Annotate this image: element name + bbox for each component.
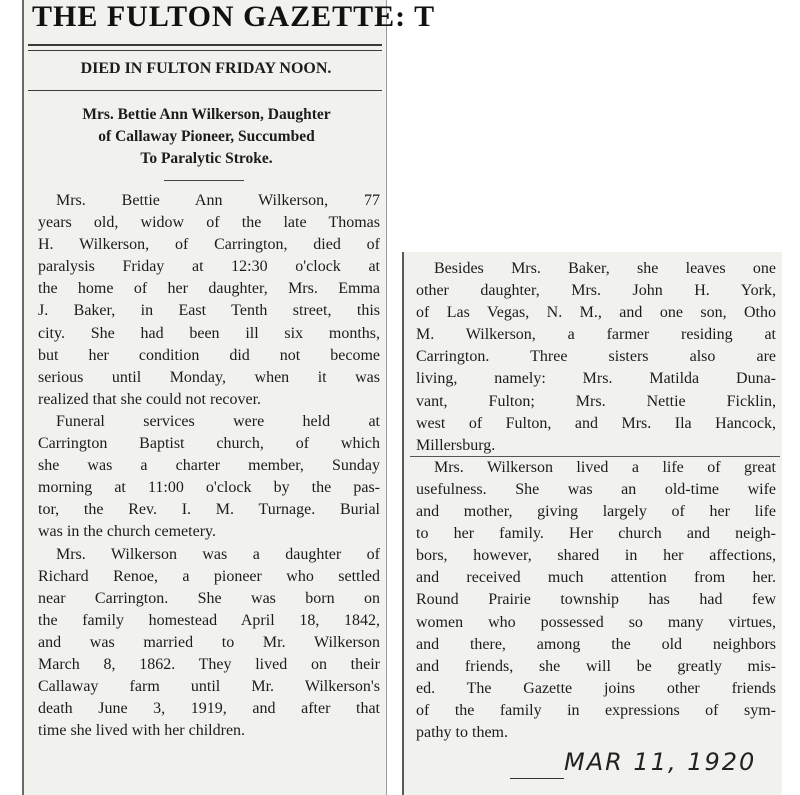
text-line: J. Baker, in East Tenth street, this: [38, 302, 380, 320]
text-line: Richard Renoe, a pioneer who settled: [38, 567, 380, 585]
text-line: M. Wilkerson, a farmer residing at: [416, 326, 776, 344]
text-line: ed. The Gazette joins other friends: [416, 679, 776, 697]
subhead-rule: [164, 180, 244, 181]
text-line: to her family. Her church and neigh-: [416, 525, 776, 543]
text-line: paralysis Friday at 12:30 o'clock at: [38, 258, 380, 276]
paragraph-divider: [410, 456, 780, 457]
text-line: Carrington. Three sisters also are: [416, 348, 776, 366]
text-line: of the family in expressions of sym-: [416, 701, 776, 719]
text-line: Millersburg.: [416, 436, 496, 454]
text-line: Mrs. Wilkerson was a daughter of: [56, 545, 380, 563]
text-line: and received much attention from her.: [416, 569, 776, 587]
text-line: but her condition did not become: [38, 346, 380, 364]
subhead-line: To Paralytic Stroke.: [140, 150, 273, 167]
text-line: Carrington Baptist church, of which: [38, 435, 380, 453]
text-line: city. She had been ill six months,: [38, 324, 380, 342]
text-line: March 8, 1862. They lived on their: [38, 655, 380, 673]
masthead-rule: [28, 44, 382, 46]
text-line: near Carrington. She was born on: [38, 589, 380, 607]
text-line: tor, the Rev. I. M. Turnage. Burial: [38, 501, 380, 519]
clipping-left-column: [22, 0, 436, 795]
text-line: Mrs. Wilkerson lived a life of great: [434, 458, 776, 476]
text-line: the family homestead April 18, 1842,: [38, 611, 380, 629]
date-underline: [510, 778, 564, 779]
text-line: the home of her daughter, Mrs. Emma: [38, 280, 380, 298]
text-line: realized that she could not recover.: [38, 390, 262, 408]
obituary-headline: DIED IN FULTON FRIDAY NOON.: [80, 60, 332, 77]
text-line: Besides Mrs. Baker, she leaves one: [434, 260, 776, 277]
text-line: H. Wilkerson, of Carrington, died of: [38, 236, 380, 254]
text-line: morning at 11:00 o'clock by the pas-: [38, 479, 380, 497]
headline-rule: [28, 90, 382, 91]
text-line: death June 3, 1919, and after that: [38, 700, 380, 718]
obituary-body-right: [416, 258, 776, 744]
text-line: bors, however, shared in her affections,: [416, 547, 776, 565]
subhead-line: of Callaway Pioneer, Succumbed: [98, 128, 315, 145]
text-line: years old, widow of the late Thomas: [38, 214, 380, 232]
text-line: Mrs. Bettie Ann Wilkerson, 77: [56, 192, 380, 209]
obituary-body-left: [38, 190, 380, 742]
text-line: other daughter, Mrs. John H. York,: [416, 282, 776, 300]
text-line: serious until Monday, when it was: [38, 368, 380, 386]
text-line: women who possessed so many virtues,: [416, 613, 776, 631]
text-line: Funeral services were held at: [56, 412, 380, 430]
text-line: west of Fulton, and Mrs. Ila Hancock,: [416, 414, 776, 432]
text-line: Callaway farm until Mr. Wilkerson's: [38, 678, 380, 696]
text-line: living, namely: Mrs. Matilda Duna-: [416, 370, 776, 388]
handwritten-date-stamp: MAR 11, 1920: [564, 748, 757, 776]
text-line: vant, Fulton; Mrs. Nettie Ficklin,: [416, 392, 776, 410]
masthead-rule-thin: [28, 50, 382, 51]
text-line: pathy to them.: [416, 723, 508, 741]
text-line: Round Prairie township has had few: [416, 591, 776, 609]
obituary-subhead: [34, 104, 379, 170]
text-line: and mother, giving largely of her life: [416, 503, 776, 521]
subhead-line: Mrs. Bettie Ann Wilkerson, Daughter: [82, 106, 331, 123]
text-line: and was married to Mr. Wilkerson: [38, 633, 380, 651]
text-line: of Las Vegas, N. M., and one son, Otho: [416, 304, 776, 322]
newspaper-masthead: THE FULTON GAZETTE: T: [32, 0, 436, 33]
text-line: and friends, she will be greatly mis-: [416, 657, 776, 675]
text-line: was in the church cemetery.: [38, 523, 216, 541]
text-line: usefulness. She was an old-time wife: [416, 480, 776, 498]
text-line: she was a charter member, Sunday: [38, 457, 380, 475]
clipping-right-column: [402, 252, 782, 795]
text-line: time she lived with her children.: [38, 722, 246, 740]
text-line: and there, among the old neighbors: [416, 635, 776, 653]
